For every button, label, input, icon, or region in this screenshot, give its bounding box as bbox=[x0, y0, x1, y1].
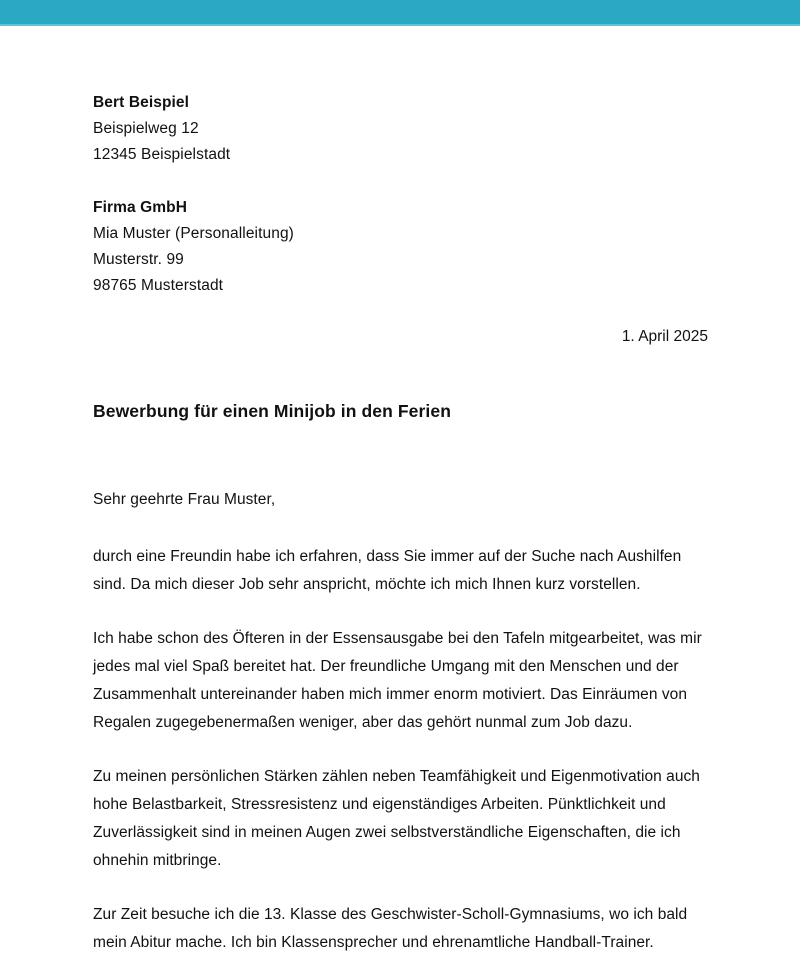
letter-paragraph-2: Ich habe schon des Öfteren in der Essensausgabe bei den Tafeln mitgearbeitet, was mir jedes mal viel Spaß bereitet hat. Der freundliche Umgang mit den Menschen und der Zusammenhalt untereinander haben mich immer enorm motiviert. Das Einräumen von Regalen zugegebenermaßen weniger, aber das gehört nunmal zum Job dazu. bbox=[93, 630, 702, 731]
letter-paragraph-3: Zu meinen persönlichen Stärken zählen neben Teamfähigkeit und Eigenmotivation auch hohe Belastbarkeit, Stressresistenz und eigenständiges Arbeiten. Pünktlichkeit und Zuverlässigkeit sind in meinen Augen zwei selbstverständliche Eigenschaften, die ich ohnehin mitbringe. bbox=[93, 768, 700, 869]
recipient-company: Firma GmbH bbox=[93, 199, 188, 216]
sender-street: Beispielweg 12 bbox=[93, 120, 199, 137]
letter-body bbox=[93, 486, 708, 957]
recipient-city: 98765 Musterstadt bbox=[93, 277, 224, 294]
sender-name: Bert Beispiel bbox=[93, 94, 190, 111]
letter-date: 1. April 2025 bbox=[621, 328, 708, 345]
letter-paragraph-4: Zur Zeit besuche ich die 13. Klasse des Geschwister-Scholl-Gymnasiums, wo ich bald mein Abitur mache. Ich bin Klassensprecher und ehrenamtliche Handball-Trainer. bbox=[93, 906, 688, 951]
recipient-address-block bbox=[93, 195, 708, 299]
sender-city: 12345 Beispielstadt bbox=[93, 146, 231, 163]
sender-address-block bbox=[93, 90, 708, 168]
letter-salutation: Sehr geehrte Frau Muster, bbox=[93, 491, 276, 508]
letter-subject-heading: Bewerbung für einen Minijob in den Ferien bbox=[93, 401, 452, 421]
letter-paragraph-1: durch eine Freundin habe ich erfahren, dass Sie immer auf der Suche nach Aushilfen sind. Da mich dieser Job sehr anspricht, möchte ich mich Ihnen kurz vorstellen. bbox=[93, 548, 682, 593]
letter-document-page bbox=[0, 90, 800, 957]
recipient-contact: Mia Muster (Personalleitung) bbox=[93, 225, 294, 242]
recipient-street: Musterstr. 99 bbox=[93, 251, 184, 268]
top-accent-bar bbox=[0, 0, 800, 26]
